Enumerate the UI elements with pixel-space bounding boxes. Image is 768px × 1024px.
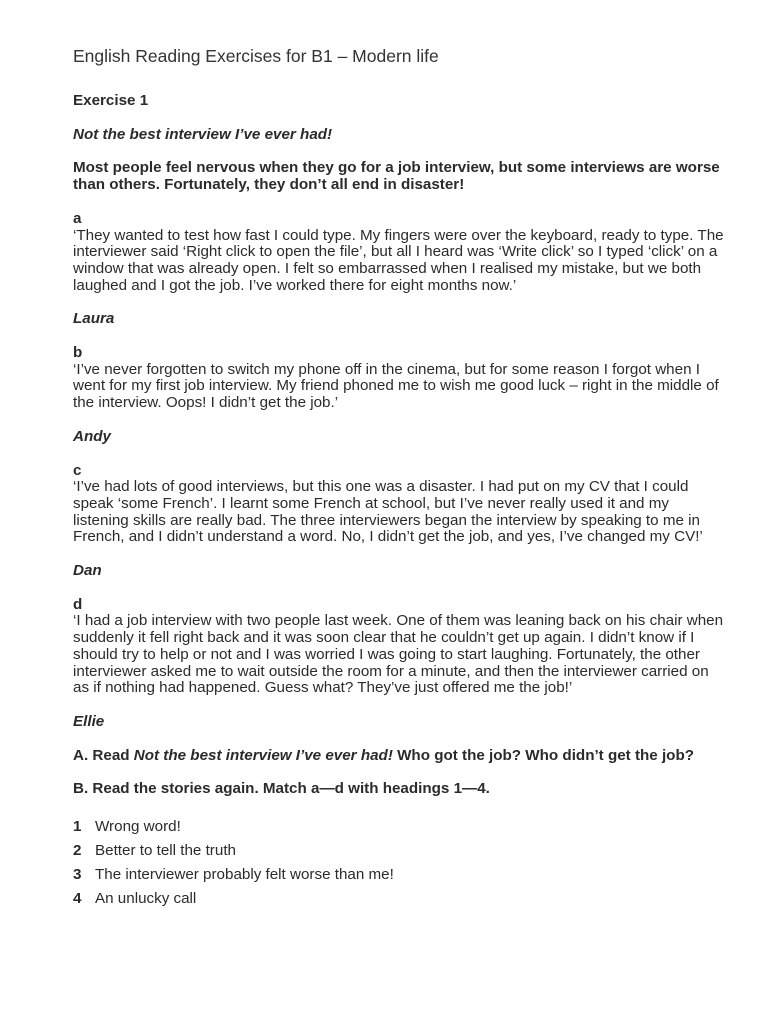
headings-list xyxy=(73,815,728,911)
story-letter: c xyxy=(73,461,82,479)
intro-paragraph: Most people feel nervous when they go for a job interview, but some interviews are worse than others. Fortunately, they don’t all end in disaster! xyxy=(73,159,720,194)
story-title: Not the best interview I’ve ever had! xyxy=(73,125,333,143)
story-letter: a xyxy=(73,209,82,227)
list-item-text: Wrong word! xyxy=(95,818,181,836)
story-text: ‘I had a job interview with two people last week. One of them was leaning back on his chair when suddenly it fell right back and it was soon clear that he couldn’t get up again. I didn’t know if I should try to help or not and I was worried I was going to start laughing. Fortunately, the other interviewer asked me to wait outside the room for a minute, and then the interviewer carried on as if nothing had happened. Guess what? They’ve just offered me the job!’ xyxy=(73,612,724,697)
list-item xyxy=(73,815,728,839)
story-letter: b xyxy=(73,344,83,362)
document-title: English Reading Exercises for B1 – Modern life xyxy=(73,46,439,66)
list-item-number: 4 xyxy=(73,890,82,908)
list-item-text: The interviewer probably felt worse than me! xyxy=(95,866,394,884)
story-author: Andy xyxy=(73,427,111,445)
story-c xyxy=(73,463,728,580)
list-item xyxy=(73,839,728,863)
list-item-text: An unlucky call xyxy=(95,890,197,908)
story-text: ‘They wanted to test how fast I could type. My fingers were over the keyboard, ready to type. The interviewer said ‘Right click to open the file’, but all I heard was ‘Write click’ so I typed ‘click’ on a window that was already open. I felt so embarrassed when I realised my mistake, but we both laughed and I got the job. I’ve worked there for eight months now.’ xyxy=(73,226,724,294)
list-item-number: 3 xyxy=(73,866,82,884)
task-a-story-title: Not the best interview I’ve ever had! xyxy=(133,746,393,764)
story-author: Dan xyxy=(73,562,102,580)
list-item-number: 1 xyxy=(73,818,82,836)
list-item-number: 2 xyxy=(73,842,82,860)
list-item-text: Better to tell the truth xyxy=(95,842,236,860)
task-b: B. Read the stories again. Match a—d with headings 1—4. xyxy=(73,780,490,798)
story-text: ‘I’ve never forgotten to switch my phone off in the cinema, but for some reason I forgot when I went for my first job interview. My friend phoned me to wish me good luck – right in the middle of the interview. Oops! I didn’t get the job.’ xyxy=(73,360,719,412)
story-d xyxy=(73,597,728,731)
task-a: A. Read Not the best interview I’ve ever had! Who got the job? Who didn’t get the job? xyxy=(73,746,695,764)
story-author: Laura xyxy=(73,310,115,328)
exercise-heading: Exercise 1 xyxy=(73,92,149,109)
story-a xyxy=(73,211,728,328)
list-item xyxy=(73,863,728,887)
list-item xyxy=(73,887,728,911)
story-text: ‘I’ve had lots of good interviews, but this one was a disaster. I had put on my CV that I could speak ‘some French’. I learnt some French at school, but I’ve never really used it and my listening skills are really bad. The three interviewers began the interview by speaking to me in French, and I didn’t understand a word. No, I didn’t get the job, and yes, I’ve changed my CV!’ xyxy=(73,478,703,546)
story-b xyxy=(73,345,728,446)
story-letter: d xyxy=(73,595,83,613)
story-author: Ellie xyxy=(73,712,105,730)
